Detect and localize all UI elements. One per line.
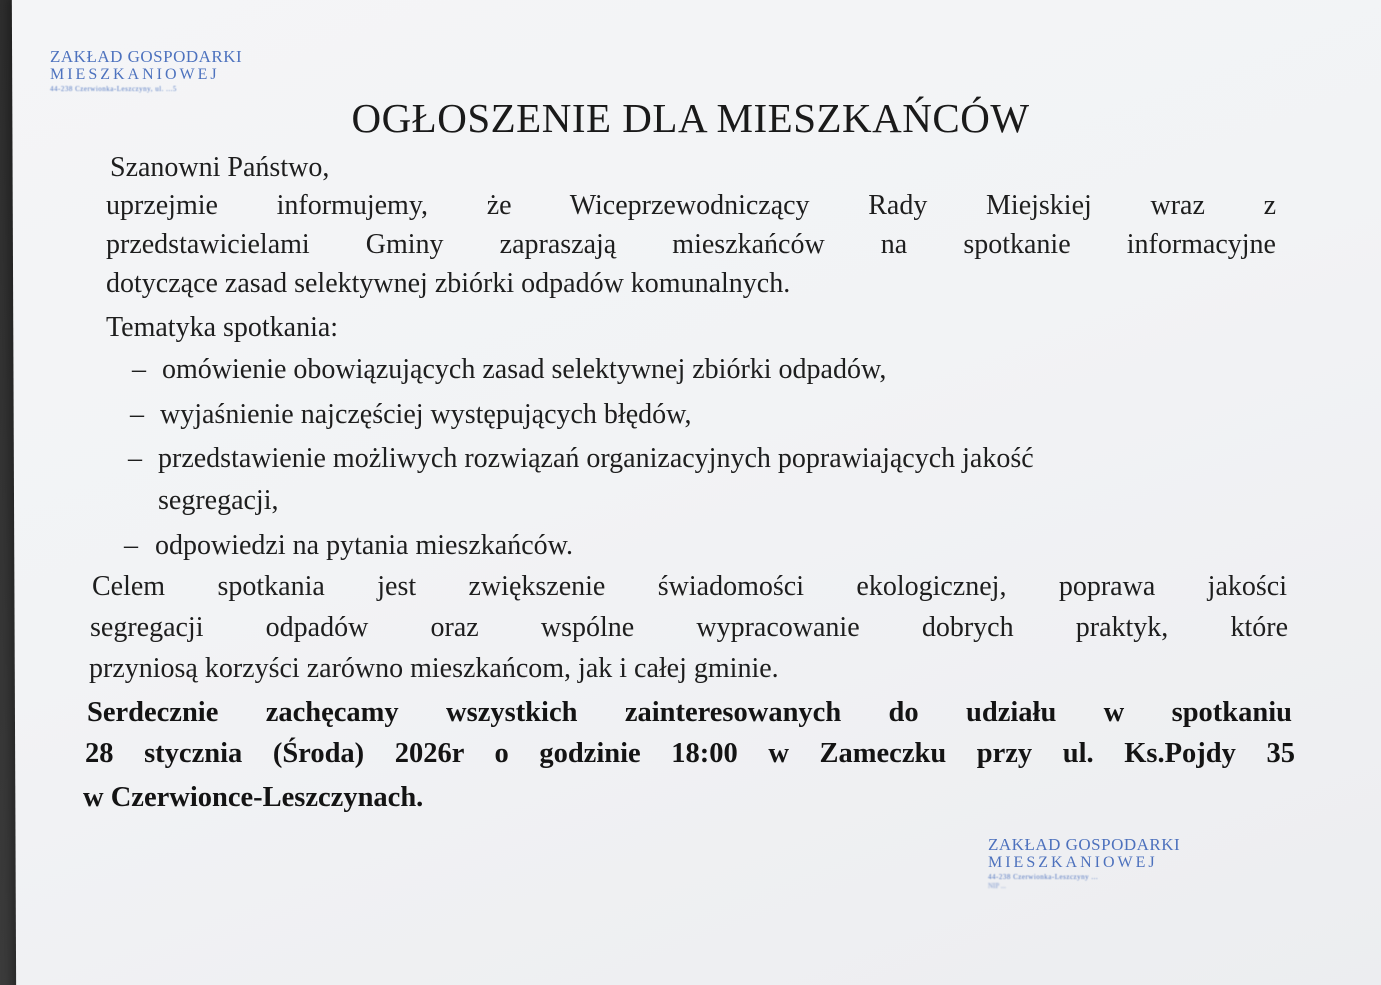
company-stamp-bottom (988, 836, 1180, 890)
goal-line-1: Celem spotkania jest zwiększenie świadomości ekologicznej, poprawa jakości (92, 571, 1287, 602)
invitation-line-3: w Czerwionce-Leszczynach. (83, 782, 424, 813)
topic-item: omówienie obowiązujących zasad selektywnej zbiórki odpadów, (162, 354, 887, 385)
intro-line-1: uprzejmie informujemy, że Wiceprzewodniczący Rady Miejskiej wraz z (106, 190, 1276, 221)
stamp-line-1: ZAKŁAD GOSPODARKI (50, 47, 243, 66)
topic-item: przedstawienie możliwych rozwiązań organizacyjnych poprawiających jakość (158, 443, 1034, 474)
stamp-line-4: NIP ... (988, 882, 1007, 890)
invitation-line-2: 28 stycznia (Środa) 2026r o godzinie 18:00 w Zameczku przy ul. Ks.Pojdy 35 (85, 738, 1295, 769)
stamp-line-3: 44-238 Czerwionka-Leszczyny, ul. ...5 (50, 85, 177, 93)
bullet-dash: – (130, 399, 144, 430)
page-title: OGŁOSZENIE DLA MIESZKAŃCÓW (351, 95, 1030, 141)
intro-line-2: przedstawicielami Gminy zapraszają mieszkańców na spotkanie informacyjne (106, 229, 1276, 260)
topic-item-continuation: segregacji, (158, 485, 279, 516)
topics-heading: Tematyka spotkania: (106, 312, 339, 343)
stamp-line-2: MIESZKANIOWEJ (988, 854, 1158, 871)
bullet-dash: – (132, 354, 146, 385)
invitation-line-1: Serdecznie zachęcamy wszystkich zainteresowanych do udziału w spotkaniu (87, 697, 1292, 728)
goal-line-3: przyniosą korzyści zarówno mieszkańcom, jak i całej gminie. (89, 653, 779, 684)
stamp-line-1: ZAKŁAD GOSPODARKI (988, 835, 1181, 854)
stamp-line-3: 44-238 Czerwionka-Leszczyny ... (988, 873, 1099, 881)
goal-line-2: segregacji odpadów oraz wspólne wypracowanie dobrych praktyk, które (90, 612, 1288, 643)
bullet-dash: – (124, 530, 138, 561)
intro-line-3: dotyczące zasad selektywnej zbiórki odpadów komunalnych. (106, 268, 791, 299)
topic-item: wyjaśnienie najczęściej występujących błędów, (160, 399, 692, 430)
greeting: Szanowni Państwo, (110, 152, 330, 183)
stamp-line-2: MIESZKANIOWEJ (50, 66, 220, 83)
topic-item: odpowiedzi na pytania mieszkańców. (155, 530, 574, 561)
bullet-dash: – (128, 443, 142, 474)
